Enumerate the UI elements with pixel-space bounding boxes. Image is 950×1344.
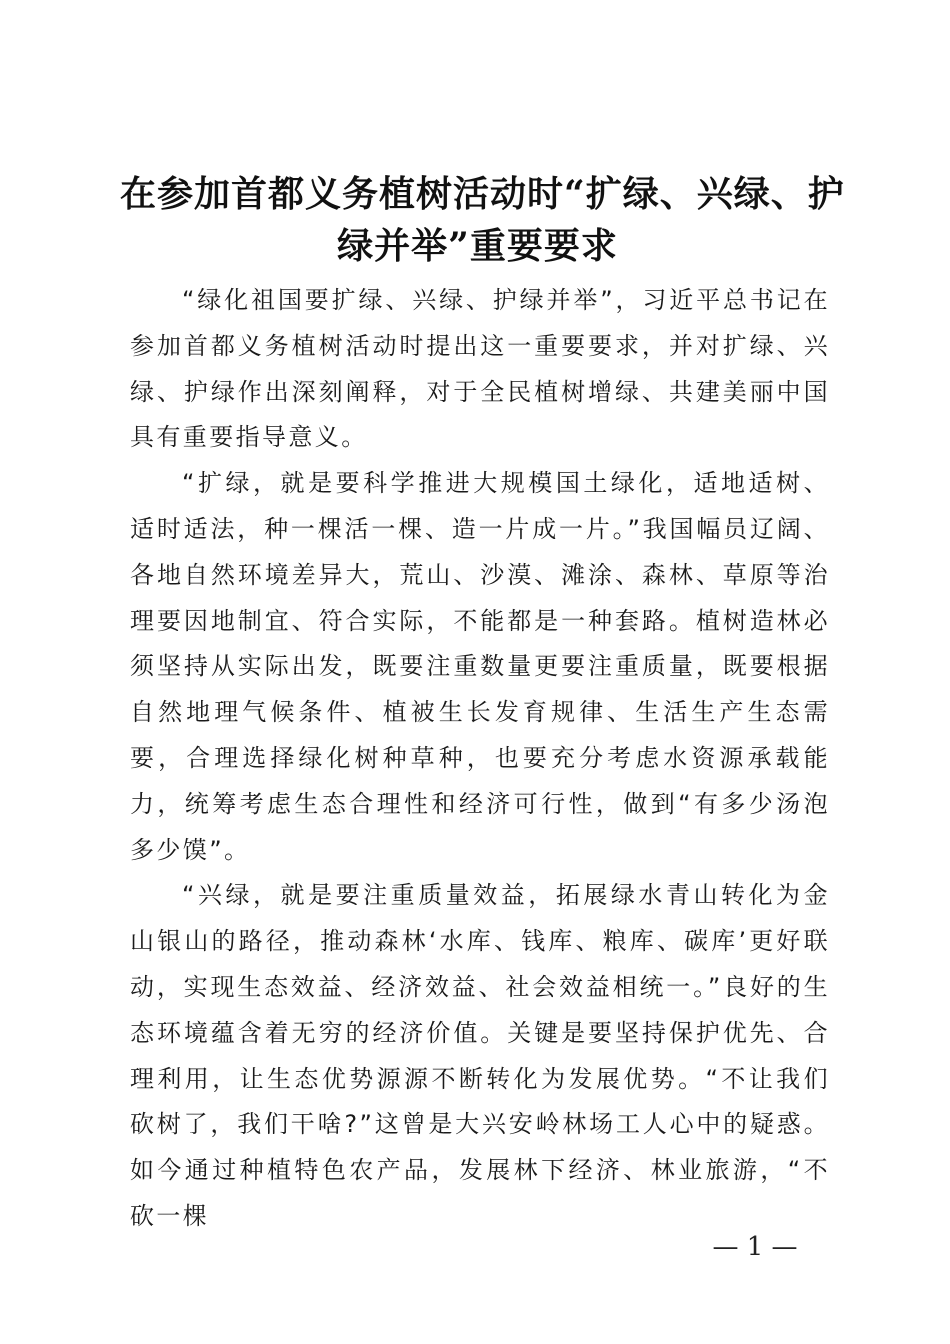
document-body: [130, 278, 830, 1240]
title-line-2: 绿并举”重要要求: [337, 225, 618, 267]
paragraph-1: “绿化祖国要扩绿、兴绿、护绿并举”，习近平总书记在参加首都义务植树活动时提出这一重要要求，并对扩绿、兴绿、护绿作出深刻阐释，对于全民植树增绿、共建美丽中国具有重要指导意义。: [130, 286, 830, 452]
document-title: [120, 168, 845, 272]
paragraph-3: “兴绿，就是要注重质量效益，拓展绿水青山转化为金山银山的路径，推动森林‘水库、钱库、粮库、碳库’更好联动，实现生态效益、经济效益、社会效益相统一。”良好的生态环境蕴含着无穷的经济价值。关键是要坚持保护优先、合理利用，让生态优势源源不断转化为发展优势。“不让我们砍树了，我们干啥?”这曾是大兴安岭林场工人心中的疑惑。如今通过种植特色农产品，发展林下经济、林业旅游，“不砍一棵: [130, 881, 830, 1230]
title-line-1: 在参加首都义务植树活动时“扩绿、兴绿、护: [120, 173, 845, 215]
page-number: — 1 —: [712, 1232, 798, 1262]
paragraph-2: “扩绿，就是要科学推进大规模国土绿化，适地适树、适时适法，种一棵活一棵、造一片成一片。”我国幅员辽阔、各地自然环境差异大，荒山、沙漠、滩涂、森林、草原等治理要因地制宜、符合实际，不能都是一种套路。植树造林必须坚持从实际出发，既要注重数量更要注重质量，既要根据自然地理气候条件、植被生长发育规律、生活生产生态需要，合理选择绿化树种草种，也要充分考虑水资源承载能力，统筹考虑生态合理性和经济可行性，做到“有多少汤泡多少馍”。: [130, 469, 830, 864]
